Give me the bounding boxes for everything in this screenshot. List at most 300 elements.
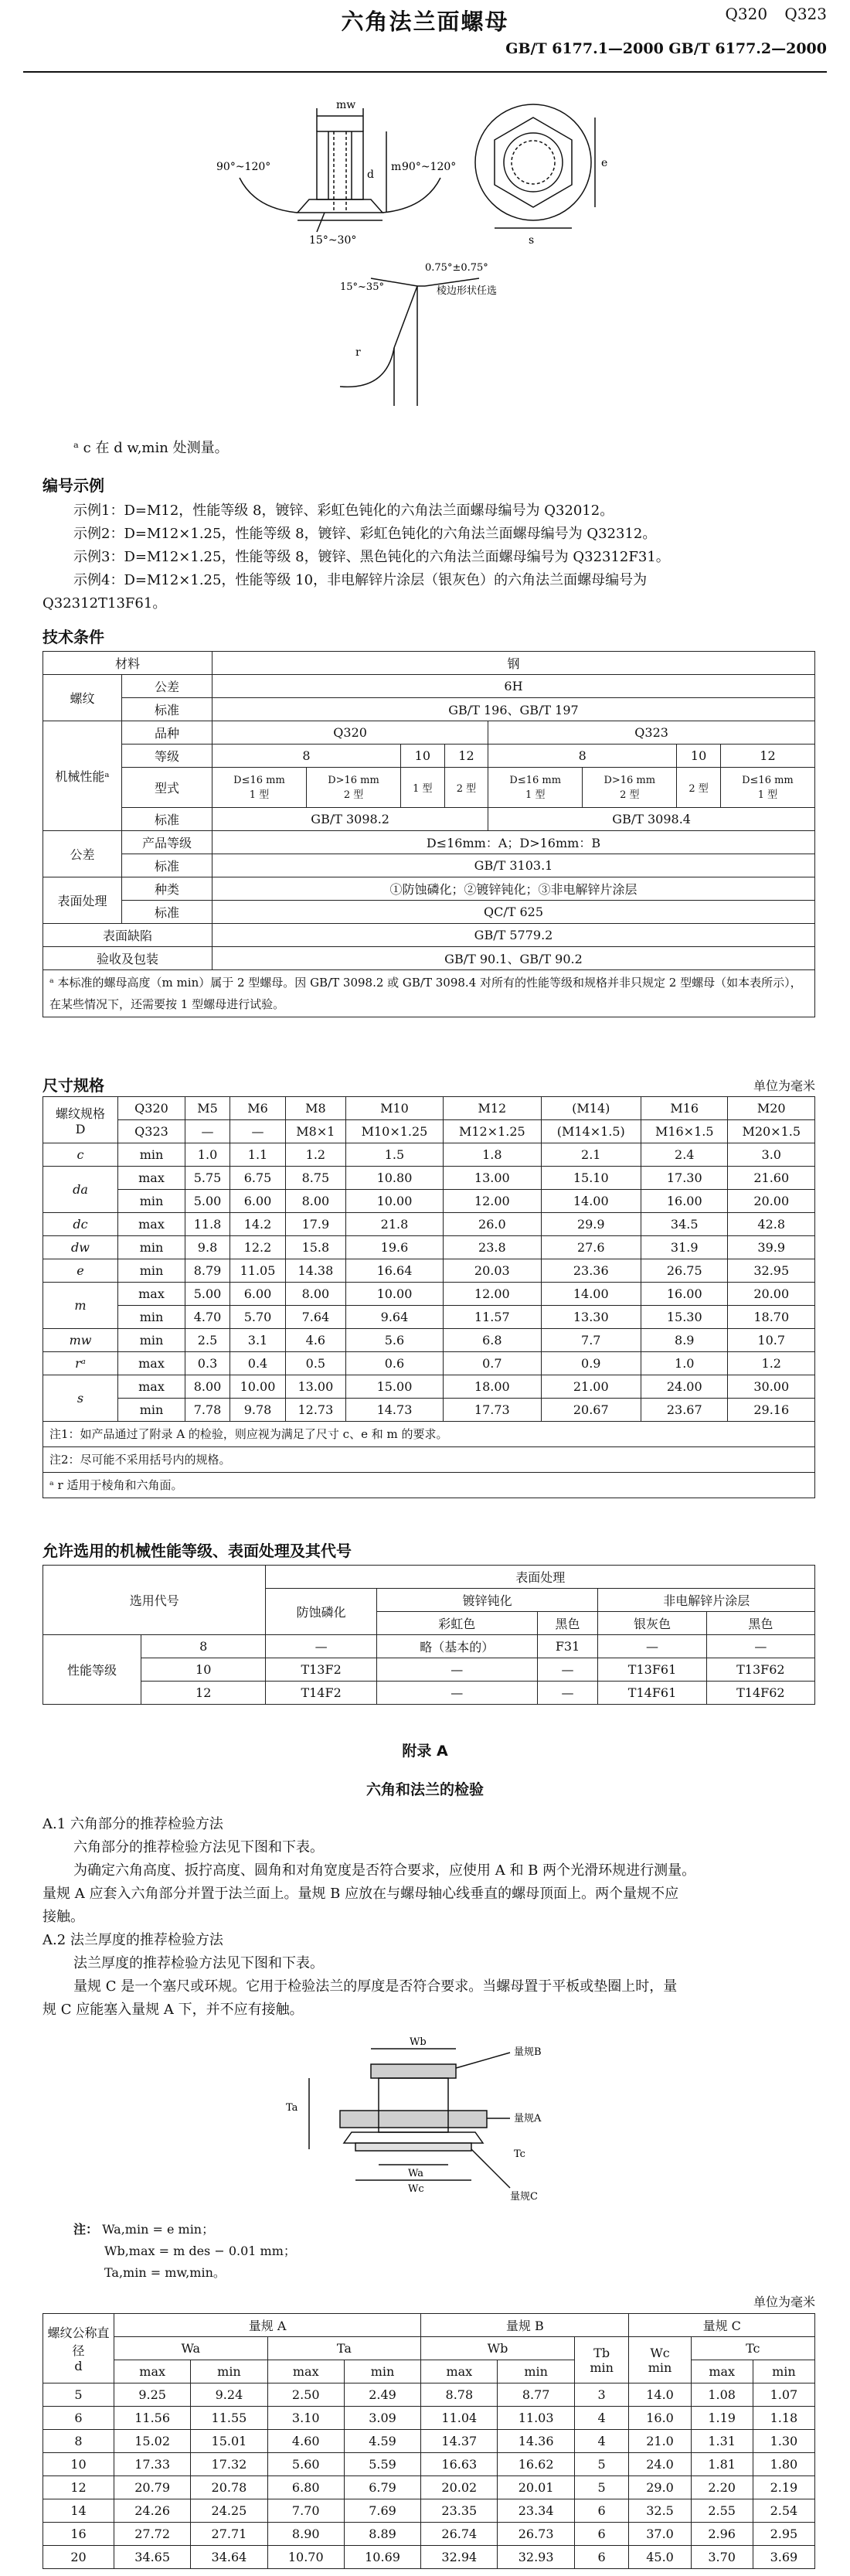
defects-value: GB/T 5779.2 <box>212 924 815 947</box>
opt-8-phos: — <box>266 1635 376 1658</box>
gauge-value: 45.0 <box>629 2546 691 2569</box>
gauge-value: 32.94 <box>421 2546 498 2569</box>
thread-tol-value: 6H <box>212 675 815 698</box>
col-wb-min: min <box>498 2360 574 2383</box>
gauge-value: 10.70 <box>267 2546 344 2569</box>
dim-value: 34.5 <box>641 1213 728 1236</box>
dim-value: 2.4 <box>641 1143 728 1167</box>
gauge-body <box>43 2383 815 2569</box>
gauge-value: 16.0 <box>629 2407 691 2430</box>
fig-label-angle-right: 90°~120° <box>402 161 457 173</box>
size320-4: M12 <box>444 1097 541 1120</box>
gauge-value: 17.33 <box>114 2453 191 2476</box>
fig-gc: 量规C <box>510 2191 538 2203</box>
acceptance-value: GB/T 90.1、GB/T 90.2 <box>212 947 815 970</box>
spec-label <box>43 1097 118 1143</box>
gauge-value: 15.01 <box>191 2430 267 2453</box>
a2-p3: 规 C 应能塞入量规 A 下，并不应有接触。 <box>42 2002 304 2018</box>
dim-value: 1.5 <box>345 1143 443 1167</box>
q323-type-b-cond: D>16 mm <box>604 774 656 786</box>
gauge-value: 37.0 <box>629 2523 691 2546</box>
gauge-size: 6 <box>43 2407 114 2430</box>
spec-label-d: D <box>75 1121 86 1136</box>
tol-std-value: GB/T 3103.1 <box>212 854 815 877</box>
opt-phos-label: 防蚀磷化 <box>266 1589 376 1635</box>
dim-value: 16.00 <box>641 1190 728 1213</box>
dim-value: 23.36 <box>541 1259 641 1283</box>
dims-table <box>42 1096 815 1498</box>
dim-value: 1.2 <box>285 1143 345 1167</box>
dim-value: 14.00 <box>541 1283 641 1306</box>
dim-limit: max <box>118 1167 185 1190</box>
mech-std-323: GB/T 3098.4 <box>488 808 815 831</box>
gauge-value: 23.34 <box>498 2499 574 2523</box>
dim-value: 24.00 <box>641 1375 728 1399</box>
dim-value: 2.5 <box>185 1329 230 1352</box>
dim-value: 8.00 <box>185 1375 230 1399</box>
dim-value: 21.8 <box>345 1213 443 1236</box>
gauge-value: 27.71 <box>191 2523 267 2546</box>
part-codes: Q320 Q323 <box>725 5 827 23</box>
material-value: 钢 <box>212 652 815 675</box>
fig-detail-top: 0.75°±0.75° <box>425 262 488 274</box>
size320-5: (M14) <box>541 1097 641 1120</box>
table-row <box>43 2546 815 2569</box>
a2-heading: A.2 法兰厚度的推荐检验方法 <box>42 1932 223 1948</box>
dim-value: 5.6 <box>345 1329 443 1352</box>
q320-type-b <box>307 768 401 808</box>
dim-value: 14.2 <box>230 1213 286 1236</box>
dim-value: 0.9 <box>541 1352 641 1375</box>
dim-value: 7.78 <box>185 1399 230 1422</box>
opt-flake-label: 非电解锌片涂层 <box>598 1589 815 1612</box>
dim-limit: min <box>118 1143 185 1167</box>
dim-value: 8.75 <box>285 1167 345 1190</box>
gauge-value: 24.0 <box>629 2453 691 2476</box>
q320-type-a-cond: D≤16 mm <box>233 774 285 786</box>
col-ta: Ta <box>267 2337 421 2360</box>
fig-detail-note: 棱边形状任选 <box>437 285 498 297</box>
q320-grade-8: 8 <box>212 745 401 768</box>
gauge-a-label: 量规 A <box>114 2314 421 2337</box>
q323-type-a-type: 1 型 <box>525 789 546 801</box>
nut-side-view-drawing <box>209 85 464 247</box>
dim-symbol: mw <box>43 1329 118 1352</box>
gauge-value: 20.02 <box>421 2476 498 2499</box>
gauge-value: 11.04 <box>421 2407 498 2430</box>
fig-label-e: e <box>601 157 608 169</box>
dim-value: 7.64 <box>285 1306 345 1329</box>
gauge-value: 8.90 <box>267 2523 344 2546</box>
gauge-value: 10.69 <box>344 2546 420 2569</box>
tech-table <box>42 651 815 1017</box>
gauge-value: 8.78 <box>421 2383 498 2407</box>
opt-8-rainbow: 略（基本的） <box>376 1635 537 1658</box>
dim-value: 32.95 <box>728 1259 815 1283</box>
fig-label-mw: mw <box>336 99 356 111</box>
table-row <box>43 2476 815 2499</box>
table-row <box>43 1167 815 1190</box>
dim-value: 3.0 <box>728 1143 815 1167</box>
dim-value: 6.75 <box>230 1167 286 1190</box>
fig-label-d: d <box>367 169 374 181</box>
thread-std-label: 标准 <box>122 698 212 721</box>
gauge-value: 6.80 <box>267 2476 344 2499</box>
gauge-value: 9.25 <box>114 2383 191 2407</box>
size320-0: M5 <box>185 1097 230 1120</box>
appendix-subtitle: 六角和法兰的检验 <box>366 1781 484 1798</box>
gauge-note-2: Wb,max = m des − 0.01 mm； <box>104 2244 296 2258</box>
gauge-unit: 单位为毫米 <box>753 2295 815 2309</box>
mech-std-320: GB/T 3098.2 <box>212 808 488 831</box>
mech-std-label: 标准 <box>122 808 212 831</box>
q323-type-g12-cond: D≤16 mm <box>742 774 794 786</box>
gauge-value: 4 <box>574 2407 629 2430</box>
gauge-value: 6 <box>574 2499 629 2523</box>
fig-tc: Tc <box>514 2148 525 2160</box>
dim-value: 15.10 <box>541 1167 641 1190</box>
example-3: 示例3：D=M12×1.25，性能等级 8，镀锌、黑色钝化的六角法兰面螺母编号为 Q32312F31。 <box>73 549 670 565</box>
spec-label-text: 螺纹规格 <box>55 1106 105 1121</box>
q323-grade-8: 8 <box>488 745 677 768</box>
gauge-value: 34.64 <box>191 2546 267 2569</box>
q320-type-g10: 1 型 <box>401 768 445 808</box>
dim-value: 7.7 <box>541 1329 641 1352</box>
opt-zinc-label: 镀锌钝化 <box>376 1589 598 1612</box>
gauge-value: 2.20 <box>691 2476 753 2499</box>
variety-q323: Q323 <box>488 721 815 745</box>
opt-10-phos: T13F2 <box>266 1658 376 1682</box>
gauge-value: 11.55 <box>191 2407 267 2430</box>
col-tc: Tc <box>691 2337 814 2360</box>
material-label: 材料 <box>43 652 212 675</box>
mech-label: 机械性能ᵃ <box>43 721 122 831</box>
dim-value: 12.73 <box>285 1399 345 1422</box>
dim-value: 39.9 <box>728 1236 815 1259</box>
col-tc-min: min <box>753 2360 814 2383</box>
size320-3: M10 <box>345 1097 443 1120</box>
opt-10-rainbow: — <box>376 1658 537 1682</box>
gauge-note-3: Ta,min = mw,min。 <box>104 2265 226 2280</box>
dim-value: 8.00 <box>285 1283 345 1306</box>
dim-value: 13.00 <box>285 1375 345 1399</box>
gauge-value: 2.49 <box>344 2383 420 2407</box>
dim-value: 16.00 <box>641 1283 728 1306</box>
opt-surface-label: 表面处理 <box>266 1566 815 1589</box>
opt-8-black2: — <box>706 1635 814 1658</box>
gauge-value: 14.37 <box>421 2430 498 2453</box>
dim-value: 1.2 <box>728 1352 815 1375</box>
gauge-spec-label <box>43 2314 114 2383</box>
dim-value: 9.8 <box>185 1236 230 1259</box>
dim-limit: min <box>118 1190 185 1213</box>
fig-gb: 量规B <box>514 2046 542 2058</box>
opt-8-black: F31 <box>537 1635 598 1658</box>
gauge-value: 3.10 <box>267 2407 344 2430</box>
dims-body <box>43 1143 815 1422</box>
gauge-value: 20.01 <box>498 2476 574 2499</box>
tech-heading: 技术条件 <box>42 628 104 646</box>
col-tb-min: min <box>590 2360 614 2375</box>
dim-value: 6.00 <box>230 1190 286 1213</box>
gauge-table <box>42 2313 815 2569</box>
fig-detail-angle: 15°~35° <box>340 281 384 293</box>
dim-limit: max <box>118 1375 185 1399</box>
gauge-value: 3.69 <box>753 2546 814 2569</box>
dim-limit: max <box>118 1352 185 1375</box>
a1-p2: 为确定六角高度、扳拧高度、圆角和对角宽度是否符合要求，应使用 A 和 B 两个光滑环规进行测量。 <box>73 1862 696 1879</box>
q320-label: Q320 <box>118 1097 185 1120</box>
gauge-value: 1.08 <box>691 2383 753 2407</box>
tech-footnote: ᵃ 本标准的螺母高度（m min）属于 2 型螺母。因 GB/T 3098.2 或 GB/T 3098.4 对所有的性能等级和规格并非只规定 2 型螺母（如本表所示），在某些情况下，还需要按 1 型螺母进行试验。 <box>43 970 815 1017</box>
a1-p1: 六角部分的推荐检验方法见下图和下表。 <box>73 1839 324 1855</box>
dim-value: 3.1 <box>230 1329 286 1352</box>
dim-value: 10.7 <box>728 1329 815 1352</box>
acceptance-label: 验收及包装 <box>43 947 212 970</box>
dim-value: 15.00 <box>345 1375 443 1399</box>
dim-value: 1.8 <box>444 1143 541 1167</box>
dim-value: 15.8 <box>285 1236 345 1259</box>
opt-silver: 银灰色 <box>598 1612 706 1635</box>
gauge-value: 5 <box>574 2453 629 2476</box>
table-row <box>43 1352 815 1375</box>
table-row <box>43 2430 815 2453</box>
gauge-b-label: 量规 B <box>421 2314 629 2337</box>
dims-heading: 尺寸规格 <box>42 1076 104 1095</box>
size323-2: M8×1 <box>285 1120 345 1143</box>
nut-top-view-drawing <box>464 93 618 247</box>
product-grade-label: 产品等级 <box>122 831 212 854</box>
dim-value: 11.8 <box>185 1213 230 1236</box>
a1-p4: 接触。 <box>42 1909 84 1925</box>
table-row <box>43 1143 815 1167</box>
opt-12-silver: T14F61 <box>598 1682 706 1705</box>
examples-heading: 编号示例 <box>42 476 104 495</box>
dim-value: 10.80 <box>345 1167 443 1190</box>
example-4: 示例4：D=M12×1.25，性能等级 10，非电解锌片涂层（银灰色）的六角法兰面螺母编号为 <box>73 572 648 588</box>
opt-grade-8: 8 <box>141 1635 266 1658</box>
dim-value: 31.9 <box>641 1236 728 1259</box>
example-1: 示例1：D=M12，性能等级 8，镀锌、彩虹色钝化的六角法兰面螺母编号为 Q32012。 <box>73 503 614 519</box>
type-label: 型式 <box>122 768 212 808</box>
fig-label-s: s <box>529 234 535 247</box>
dim-value: 13.00 <box>444 1167 541 1190</box>
dim-value: 0.6 <box>345 1352 443 1375</box>
q323-type-a-cond: D≤16 mm <box>509 774 562 786</box>
dim-limit: max <box>118 1213 185 1236</box>
kind-value: ①防蚀磷化；②镀锌钝化；③非电解锌片涂层 <box>212 877 815 901</box>
table-row <box>43 1375 815 1399</box>
opt-10-black: — <box>537 1658 598 1682</box>
fig-wa: Wa <box>408 2168 423 2179</box>
gauge-value: 5.60 <box>267 2453 344 2476</box>
surface-std-value: QC/T 625 <box>212 901 815 924</box>
opt-rainbow: 彩虹色 <box>376 1612 537 1635</box>
table-row <box>43 2453 815 2476</box>
gauge-value: 4.59 <box>344 2430 420 2453</box>
options-table <box>42 1565 815 1705</box>
gauge-value: 26.74 <box>421 2523 498 2546</box>
dim-symbol: dc <box>43 1213 118 1236</box>
q323-label: Q323 <box>118 1120 185 1143</box>
dim-value: 0.7 <box>444 1352 541 1375</box>
gauge-value: 1.81 <box>691 2453 753 2476</box>
tolerance-label: 公差 <box>43 831 122 877</box>
size323-7: M20×1.5 <box>728 1120 815 1143</box>
dim-value: 8.79 <box>185 1259 230 1283</box>
dim-value: 5.75 <box>185 1167 230 1190</box>
dim-limit: min <box>118 1306 185 1329</box>
dims-unit: 单位为毫米 <box>753 1078 815 1093</box>
opt-12-phos: T14F2 <box>266 1682 376 1705</box>
gauge-size: 16 <box>43 2523 114 2546</box>
gauge-value: 32.5 <box>629 2499 691 2523</box>
col-wb-max: max <box>421 2360 498 2383</box>
gauge-value: 1.18 <box>753 2407 814 2430</box>
page-header <box>23 0 827 77</box>
dim-value: 10.00 <box>345 1283 443 1306</box>
dim-value: 17.9 <box>285 1213 345 1236</box>
size320-7: M20 <box>728 1097 815 1120</box>
table-row <box>43 2383 815 2407</box>
size323-5: (M14×1.5) <box>541 1120 641 1143</box>
table-row <box>43 1236 815 1259</box>
gauge-value: 1.19 <box>691 2407 753 2430</box>
dim-value: 5.70 <box>230 1306 286 1329</box>
q320-type-g12: 2 型 <box>444 768 488 808</box>
dim-value: 21.00 <box>541 1375 641 1399</box>
gauge-drawing <box>278 2033 572 2211</box>
thread-tol-label: 公差 <box>122 675 212 698</box>
gauge-value: 6 <box>574 2546 629 2569</box>
gauge-value: 14.36 <box>498 2430 574 2453</box>
gauge-value: 6 <box>574 2523 629 2546</box>
dim-value: 10.00 <box>345 1190 443 1213</box>
dim-value: 5.00 <box>185 1190 230 1213</box>
dim-value: 9.64 <box>345 1306 443 1329</box>
a2-p1: 法兰厚度的推荐检验方法见下图和下表。 <box>73 1955 324 1971</box>
dim-value: 16.64 <box>345 1259 443 1283</box>
opt-10-silver: T13F61 <box>598 1658 706 1682</box>
dim-value: 11.05 <box>230 1259 286 1283</box>
dim-value: 12.00 <box>444 1190 541 1213</box>
dim-symbol: rᵃ <box>43 1352 118 1375</box>
surface-std-label: 标准 <box>122 901 212 924</box>
gauge-value: 8.77 <box>498 2383 574 2407</box>
dim-value: 18.00 <box>444 1375 541 1399</box>
q323-type-b-type: 2 型 <box>620 789 640 801</box>
dim-value: 23.8 <box>444 1236 541 1259</box>
gauge-c-label: 量规 C <box>629 2314 815 2337</box>
tol-std-label: 标准 <box>122 854 212 877</box>
dim-value: 11.57 <box>444 1306 541 1329</box>
dim-value: 15.30 <box>641 1306 728 1329</box>
dim-value: 20.67 <box>541 1399 641 1422</box>
flange-detail-drawing <box>325 255 587 410</box>
fig-detail-r: r <box>355 346 361 359</box>
gauge-value: 17.32 <box>191 2453 267 2476</box>
opt-12-black2: T14F62 <box>706 1682 814 1705</box>
kind-label: 种类 <box>122 877 212 901</box>
size320-1: M6 <box>230 1097 286 1120</box>
opt-12-black: — <box>537 1682 598 1705</box>
gauge-value: 29.0 <box>629 2476 691 2499</box>
dim-value: 1.0 <box>185 1143 230 1167</box>
opt-perf-label: 性能等级 <box>43 1635 141 1705</box>
dim-value: 12.2 <box>230 1236 286 1259</box>
q320-type-b-type: 2 型 <box>343 789 364 801</box>
opt-black2: 黑色 <box>706 1612 814 1635</box>
col-wa-max: max <box>114 2360 191 2383</box>
gauge-value: 2.55 <box>691 2499 753 2523</box>
q320-grade-12: 12 <box>444 745 488 768</box>
opt-grade-12: 12 <box>141 1682 266 1705</box>
gauge-value: 27.72 <box>114 2523 191 2546</box>
size323-1: — <box>230 1120 286 1143</box>
table-row <box>43 1329 815 1352</box>
dims-note-3: ᵃ r 适用于棱角和六角面。 <box>43 1473 815 1498</box>
gauge-value: 1.80 <box>753 2453 814 2476</box>
fig-wc: Wc <box>408 2183 424 2195</box>
gauge-value: 4.60 <box>267 2430 344 2453</box>
opt-8-silver: — <box>598 1635 706 1658</box>
table-row <box>43 1306 815 1329</box>
dim-limit: min <box>118 1399 185 1422</box>
col-tb-text: Tb <box>593 2345 610 2360</box>
grade-label: 等级 <box>122 745 212 768</box>
q323-type-a <box>488 768 583 808</box>
opt-code-label: 选用代号 <box>43 1566 266 1635</box>
gauge-value: 11.56 <box>114 2407 191 2430</box>
gauge-spec-text: 螺纹公称直径 <box>47 2326 110 2358</box>
table-row <box>43 1190 815 1213</box>
dim-symbol: dw <box>43 1236 118 1259</box>
dim-value: 0.3 <box>185 1352 230 1375</box>
gauge-value: 2.96 <box>691 2523 753 2546</box>
dim-value: 9.78 <box>230 1399 286 1422</box>
gauge-value: 7.69 <box>344 2499 420 2523</box>
figure-footnote: ᵃ c 在 d w,min 处测量。 <box>73 440 229 456</box>
col-ta-min: min <box>344 2360 420 2383</box>
gauge-value: 2.50 <box>267 2383 344 2407</box>
options-heading: 允许选用的机械性能等级、表面处理及其代号 <box>42 1542 352 1560</box>
variety-q320: Q320 <box>212 721 488 745</box>
dim-value: 20.00 <box>728 1283 815 1306</box>
gauge-value: 3.70 <box>691 2546 753 2569</box>
table-row <box>43 1399 815 1422</box>
col-tb <box>574 2337 629 2383</box>
dim-symbol: m <box>43 1283 118 1329</box>
product-grade-value: D≤16mm：A；D>16mm：B <box>212 831 815 854</box>
q323-grade-12: 12 <box>720 745 814 768</box>
gauge-value: 1.07 <box>753 2383 814 2407</box>
dim-value: 29.16 <box>728 1399 815 1422</box>
fig-label-m: m <box>391 161 402 173</box>
q320-type-a-type: 1 型 <box>249 789 270 801</box>
header-rule <box>23 71 827 73</box>
dim-limit: max <box>118 1283 185 1306</box>
gauge-value: 20.79 <box>114 2476 191 2499</box>
page-title: 六角法兰面螺母 <box>341 9 509 35</box>
dim-value: 29.9 <box>541 1213 641 1236</box>
dim-value: 1.0 <box>641 1352 728 1375</box>
q323-type-g10: 2 型 <box>677 768 721 808</box>
table-row <box>43 1283 815 1306</box>
size323-0: — <box>185 1120 230 1143</box>
dim-limit: min <box>118 1236 185 1259</box>
dim-value: 8.9 <box>641 1329 728 1352</box>
gauge-value: 26.73 <box>498 2523 574 2546</box>
